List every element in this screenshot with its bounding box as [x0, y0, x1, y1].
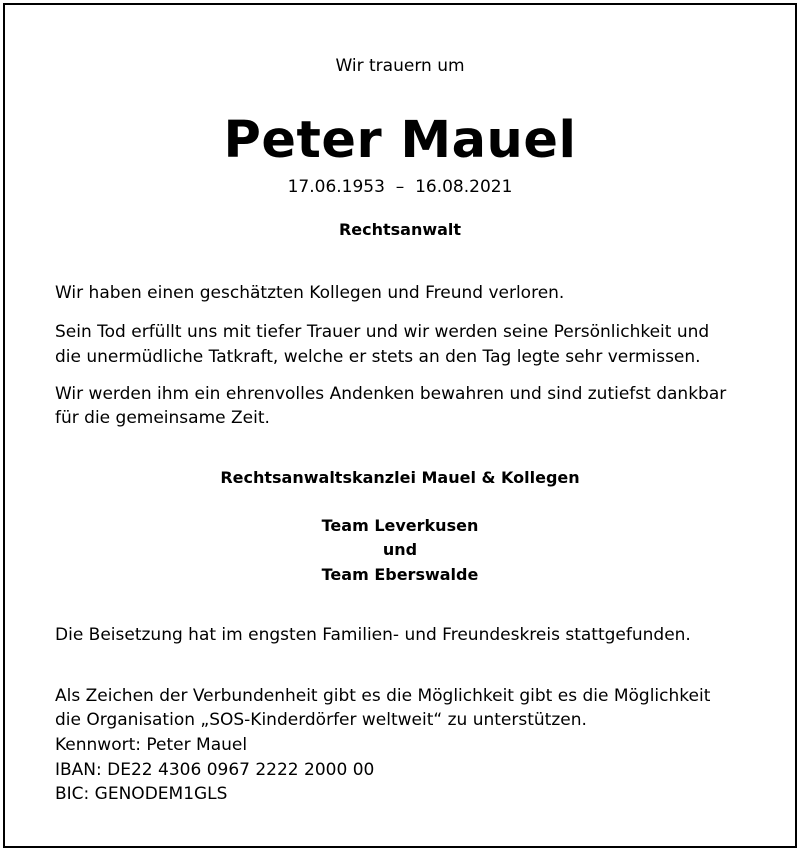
team-conjunction: und	[382, 540, 418, 559]
donation-keyword: Kennwort: Peter Mauel	[55, 735, 248, 755]
intro-text: Wir trauern um	[335, 56, 465, 76]
paragraph-2-line-2: die unermüdliche Tatkraft, welche er stets an den Tag legte sehr vermissen.	[55, 347, 701, 367]
life-dates	[0, 175, 800, 199]
paragraph-3-line-1: Wir werden ihm ein ehrenvolles Andenken bewahren und sind zutiefst dankbar	[55, 384, 727, 404]
donation-line-2: die Organisation „SOS-Kinderdörfer weltweit“ zu unterstützen.	[55, 710, 587, 730]
death-date: 16.08.2021	[415, 177, 513, 197]
team-eberswalde: Team Eberswalde	[321, 565, 479, 584]
donation-line-1: Als Zeichen der Verbundenheit gibt es die Möglichkeit gibt es die Möglichkeit	[55, 686, 711, 706]
birth-date: 17.06.1953	[287, 177, 385, 197]
funeral-note: Die Beisetzung hat im engsten Familien- und Freundeskreis stattgefunden.	[55, 625, 691, 645]
date-separator: –	[395, 177, 405, 197]
paragraph-2-line-1: Sein Tod erfüllt uns mit tiefer Trauer und wir werden seine Persönlichkeit und	[55, 322, 710, 342]
deceased-name: Peter Mauel	[223, 111, 577, 170]
donation-bic: BIC: GENODEM1GLS	[55, 784, 228, 804]
paragraph-1-line-1: Wir haben einen geschätzten Kollegen und Freund verloren.	[55, 283, 565, 303]
paragraph-3-line-2: für die gemeinsame Zeit.	[55, 408, 270, 428]
donation-iban: IBAN: DE22 4306 0967 2222 2000 00	[55, 760, 375, 780]
firm-name: Rechtsanwaltskanzlei Mauel & Kollegen	[220, 468, 580, 487]
profession: Rechtsanwalt	[338, 220, 462, 239]
team-leverkusen: Team Leverkusen	[321, 516, 479, 535]
